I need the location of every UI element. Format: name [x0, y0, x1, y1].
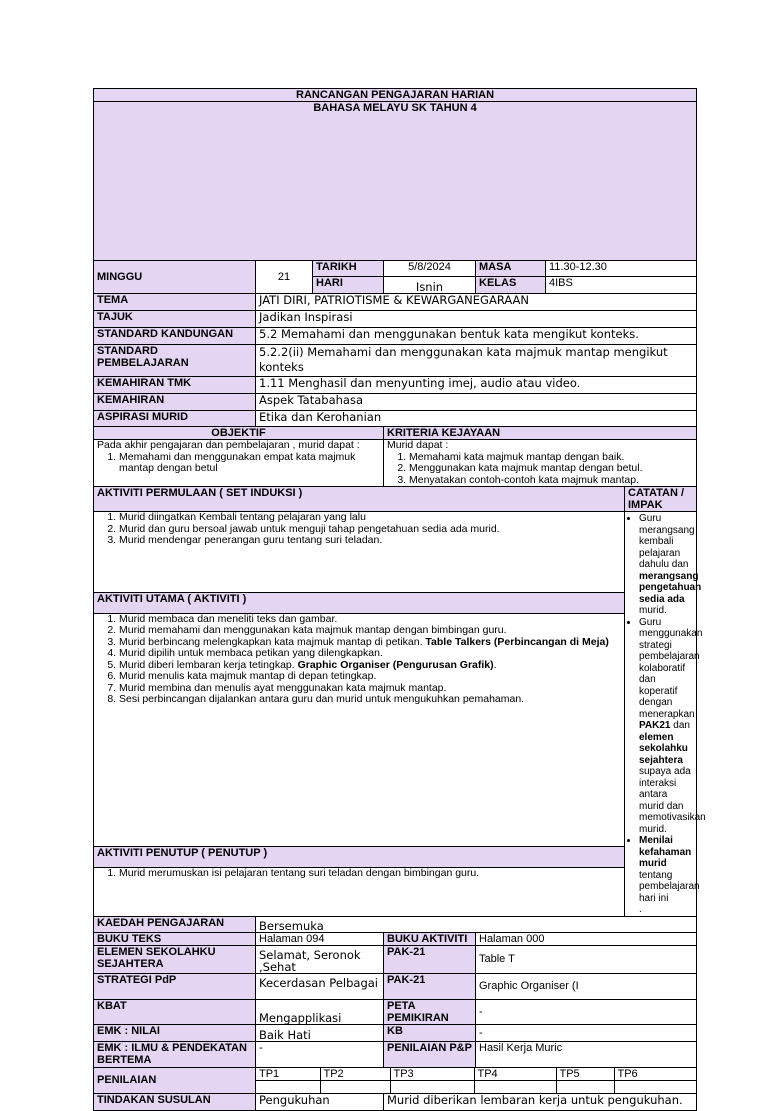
utama-item-text: Murid diberi lembaran kerja tetingkap. [119, 658, 298, 671]
objektif-list [97, 452, 380, 475]
catatan-text: Guru merangsang kembali pelajaran dahulu dan [639, 513, 695, 570]
tema-label: TEMA [94, 294, 256, 311]
buku-aktiviti-value: Halaman 000 [476, 932, 697, 945]
tp3-box[interactable] [390, 1081, 474, 1093]
pak21b-value: Graphic Organiser (I [476, 973, 697, 999]
kemahiran-label: KEMAHIRAN [94, 394, 256, 411]
utama-item: 4. Murid dipilih untuk membaca petikan yang dilengkapkan. [119, 648, 621, 660]
aspirasi-murid-value: Etika dan Kerohanian [256, 411, 697, 427]
lesson-plan-table [93, 88, 706, 1111]
permulaan-item: 3. Murid mendengar penerangan guru tentang suri teladan. [119, 535, 621, 547]
tp4-label: TP4 [474, 1068, 556, 1081]
utama-item-bold: Table Talkers (Perbincangan di Meja) [425, 635, 609, 648]
tp2-label: TP2 [320, 1068, 390, 1081]
elemen-value: Selamat, Seronok ,Sehat [256, 945, 384, 973]
tp1-box[interactable] [256, 1081, 320, 1093]
kb-label: KB [384, 1024, 476, 1041]
tajuk-label: TAJUK [94, 311, 256, 328]
penutup-item: 1. Murid merumuskan isi pelajaran tentang suri teladan dengan bimbingan guru. [119, 868, 621, 880]
utama-heading: AKTIVITI UTAMA ( AKTIVITI ) [94, 592, 625, 613]
pak21-value: Table T [476, 945, 697, 973]
penilaian-label: PENILAIAN [94, 1067, 256, 1093]
permulaan-heading: AKTIVITI PERMULAAN ( SET INDUKSI ) [94, 487, 625, 512]
utama-item: 6. Murid menulis kata majmuk mantap di depan tetingkap. [119, 671, 621, 683]
kelas-label: KELAS [476, 277, 546, 294]
objektif-intro: Pada akhir pengajaran dan pembelajaran , murid dapat : [97, 439, 360, 451]
tp4-box[interactable] [474, 1081, 556, 1093]
lesson-plan-sheet [93, 88, 706, 1111]
penutup-heading: AKTIVITI PENUTUP ( PENUTUP ) [94, 846, 625, 867]
hari-label: HARI [313, 277, 384, 294]
hari-value: Isnin [384, 277, 476, 294]
kemahiran-tmk-value: 1.11 Menghasil dan menyunting imej, audio atau video. [256, 377, 697, 394]
kelas-value: 4IBS [546, 277, 697, 294]
catatan-item [639, 616, 706, 836]
catatan-item [639, 513, 702, 617]
objektif-cell [94, 440, 384, 487]
penilaian-pp-value: Hasil Kerja Muric [476, 1041, 697, 1067]
buku-teks-label: BUKU TEKS [94, 932, 256, 945]
pak21-label: PAK-21 [384, 945, 476, 973]
tp1-label: TP1 [256, 1068, 320, 1081]
permulaan-cell [94, 512, 625, 593]
catatan-text: tentang pembelajaran hari ini [639, 869, 700, 904]
tindakan-jenis: Pengukuhan [256, 1093, 384, 1110]
penutup-cell [94, 867, 625, 916]
tp-cell [256, 1067, 697, 1093]
utama-item-bold: Graphic Organiser (Pengurusan Grafik) [297, 658, 494, 671]
penilaian-pp-label: PENILAIAN P&P [384, 1041, 476, 1067]
tp2-box[interactable] [320, 1081, 390, 1093]
tindakan-label: TINDAKAN SUSULAN [94, 1093, 256, 1110]
peta-label: PETA PEMIKIRAN [384, 999, 476, 1024]
catatan-heading: CATATAN / IMPAK [625, 487, 697, 512]
kriteria-item: 2. Menggunakan kata majmuk mantap dengan betul. [409, 463, 693, 475]
tarikh-label: TARIKH [313, 261, 384, 277]
catatan-list [629, 513, 706, 916]
kbat-value: Mengapplikasi [256, 999, 384, 1024]
standard-kandungan-value: 5.2 Memahami dan menggunakan bentuk kata mengikut konteks. [256, 328, 697, 345]
emk-nilai-label: EMK : NILAI [94, 1024, 256, 1041]
kbat-label: KBAT [94, 999, 256, 1024]
tema-value: JATI DIRI, PATRIOTISME & KEWARGANEGARAAN [256, 294, 697, 311]
kriteria-intro: Murid dapat : [387, 439, 449, 451]
catatan-bold: elemen sekolahku sejahtera [639, 731, 688, 766]
permulaan-item: 2. Murid dan guru bersoal jawab untuk menguji tahap pengetahuan sedia ada murid. [119, 524, 621, 536]
utama-item-text: Murid berbincang melengkapkan kata majmuk mantap di petikan. [119, 635, 426, 648]
minggu-value: 21 [256, 261, 313, 294]
tp6-box[interactable] [614, 1081, 696, 1093]
tajuk-value: Jadikan Inspirasi [256, 311, 697, 328]
catatan-bold: PAK21 [639, 720, 671, 731]
catatan-bold: merangsang pengetahuan sedia ada [639, 570, 702, 605]
aspirasi-murid-label: ASPIRASI MURID [94, 411, 256, 427]
minggu-label: MINGGU [94, 261, 256, 294]
permulaan-item: 1. Murid diingatkan Kembali tentang pelajaran yang lalu [119, 512, 621, 524]
utama-item: 8. Sesi perbincangan dijalankan antara guru dan murid untuk mengukuhkan pemahaman. [119, 694, 621, 706]
kriteria-item: 3. Menyatakan contoh-contoh kata majmuk mantap. [409, 475, 693, 487]
tindakan-value: Murid diberikan lembaran kerja untuk pengukuhan. [384, 1093, 697, 1110]
kaedah-label: KAEDAH PENGAJARAN [94, 916, 256, 932]
strategi-label: STRATEGI PdP [94, 973, 256, 999]
elemen-label: ELEMEN SEKOLAHKU SEJAHTERA [94, 945, 256, 973]
catatan-item [639, 835, 700, 916]
document-title: RANCANGAN PENGAJARAN HARIAN [94, 89, 697, 102]
standard-pembelajaran-value: 5.2.2(ii) Memahami dan menggunakan kata majmuk mantap mengikut konteks [256, 345, 697, 377]
catatan-text: murid. [639, 605, 667, 616]
utama-item-tail: . [493, 658, 497, 671]
kriteria-list [387, 452, 693, 487]
kb-value: - [476, 1024, 697, 1041]
pak21b-label: PAK-21 [384, 973, 476, 999]
catatan-text: . [639, 904, 642, 915]
emk-nilai-value: Baik Hati [256, 1024, 384, 1041]
kaedah-value: Bersemuka [256, 916, 697, 932]
tp5-box[interactable] [556, 1081, 614, 1093]
utama-item: 1. Murid membaca dan meneliti teks dan gambar. [119, 614, 621, 626]
catatan-text: Guru menggunakan strategi pembelajaran kolaboratif dan koperatif dengan menerapkan [639, 616, 703, 720]
standard-kandungan-label: STANDARD KANDUNGAN [94, 328, 256, 345]
standard-pembelajaran-label: STANDARD PEMBELAJARAN [94, 345, 256, 377]
kriteria-item: 1. Memahami kata majmuk mantap dengan baik. [409, 452, 693, 464]
buku-teks-value: Halaman 094 [256, 932, 384, 945]
peta-value: - [476, 999, 697, 1024]
buku-aktiviti-label: BUKU AKTIVITI [384, 932, 476, 945]
penutup-list [97, 868, 621, 880]
utama-cell [94, 613, 625, 846]
strategi-value: Kecerdasan Pelbagai [256, 973, 384, 999]
document-subtitle [94, 102, 697, 261]
utama-item: 7. Murid membina dan menulis ayat menggunakan kata majmuk mantap. [119, 683, 621, 695]
utama-item: 2. Murid memahami dan menggunakan kata majmuk mantap dengan bimbingan guru. [119, 625, 621, 637]
tp-grid [256, 1068, 696, 1093]
masa-label: MASA [476, 261, 546, 277]
objektif-item: 1. Memahami dan menggunakan empat kata majmuk mantap dengan betul [119, 452, 380, 475]
subtitle-text: BAHASA MELAYU SK TAHUN 4 [313, 102, 477, 114]
masa-value: 11.30-12.30 [546, 261, 697, 277]
catatan-cell [625, 512, 706, 917]
emk-ilmu-label: EMK : ILMU & PENDEKATAN BERTEMA [94, 1041, 256, 1067]
kemahiran-tmk-label: KEMAHIRAN TMK [94, 377, 256, 394]
tp6-label: TP6 [614, 1068, 696, 1081]
permulaan-list [97, 512, 621, 547]
utama-list [97, 614, 621, 706]
kriteria-cell [384, 440, 697, 487]
objektif-heading: OBJEKTIF [94, 427, 384, 440]
catatan-text: dan [670, 720, 690, 731]
tarikh-value: 5/8/2024 [384, 261, 476, 277]
emk-ilmu-value: - [256, 1041, 384, 1067]
tp5-label: TP5 [556, 1068, 614, 1081]
kemahiran-value: Aspek Tatabahasa [256, 394, 697, 411]
catatan-text: supaya ada interaksi antara murid dan memotivasikan murid. [639, 766, 706, 835]
kriteria-heading: KRITERIA KEJAYAAN [384, 427, 697, 440]
tp3-label: TP3 [390, 1068, 474, 1081]
catatan-bold: Menilai kefahaman murid [639, 835, 692, 869]
